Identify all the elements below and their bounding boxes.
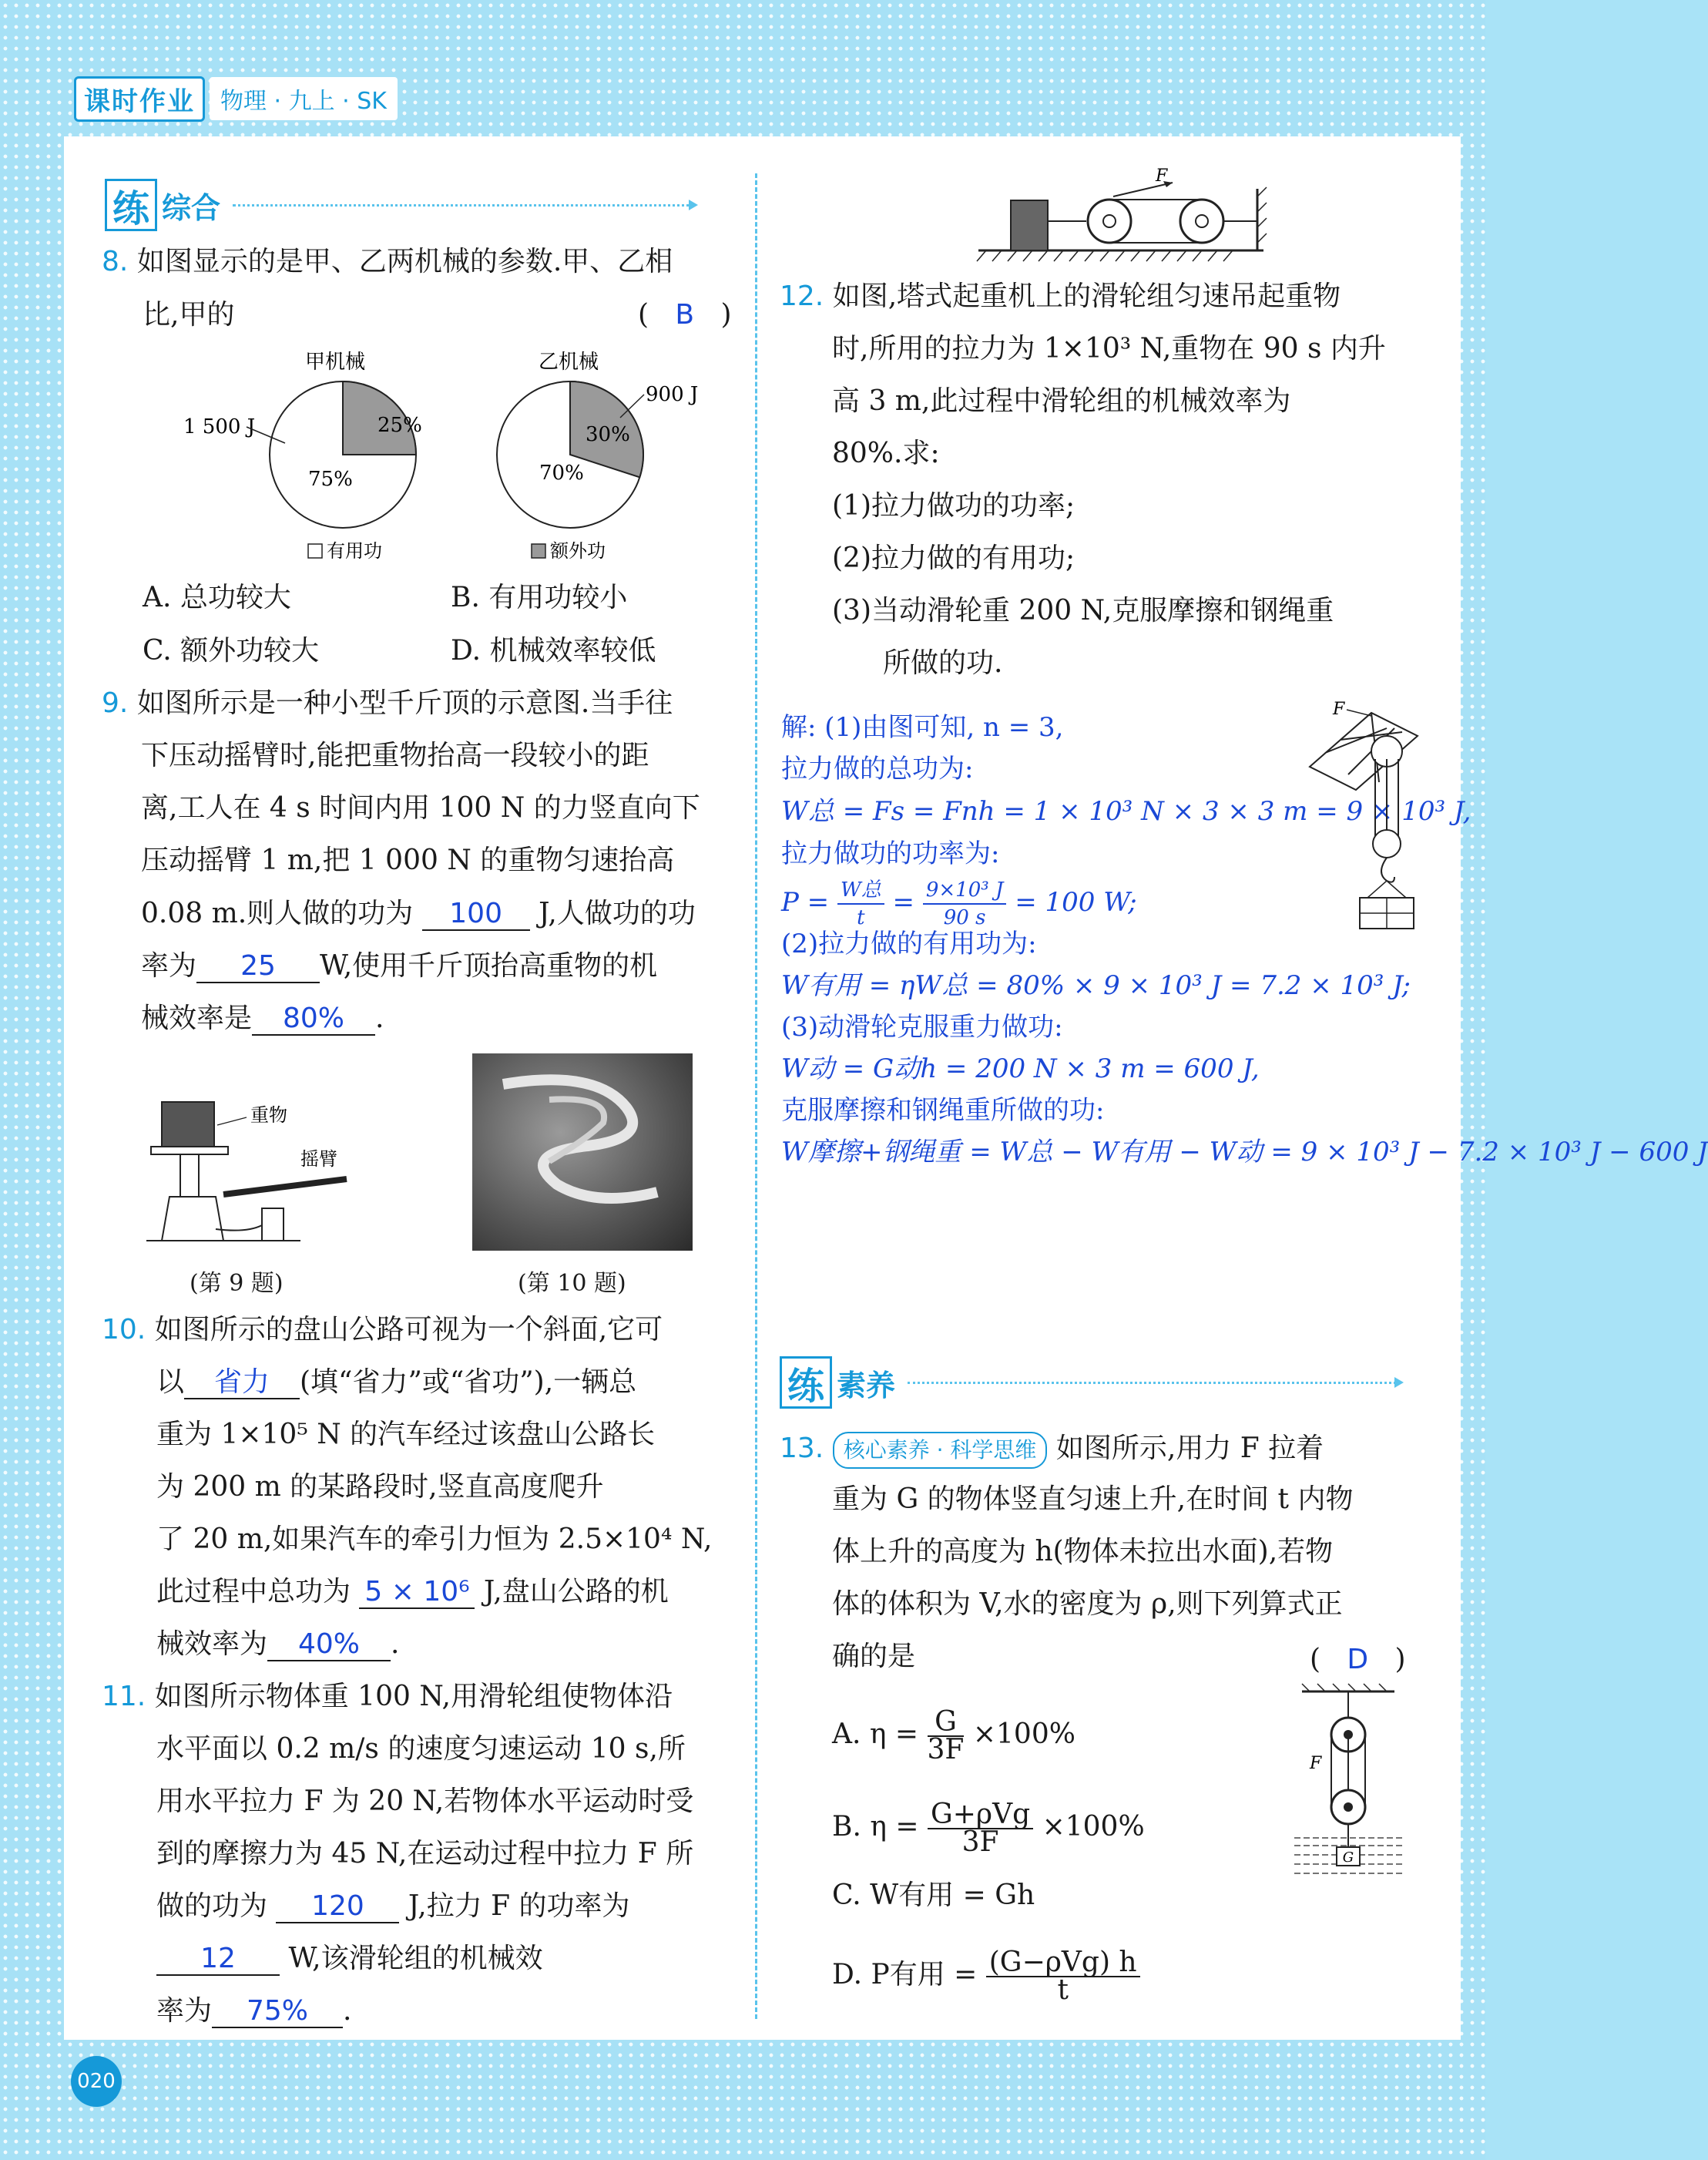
q8-line1	[102, 247, 673, 277]
q11-line3: 用水平拉力 F 为 20 N,若物体水平运动时受	[156, 1785, 694, 1817]
q10-figure-caption: (第 10 题)	[518, 1270, 626, 1297]
q11-line6: 12 W,该滑轮组的机械效	[156, 1943, 543, 1976]
q9-line2: 下压动摇臂时,能把重物抬高一段较小的距	[141, 740, 649, 771]
q13-option-d: D. P有用 = $\frac{\text{(G−ρVg) h}}{t}$	[832, 1950, 1140, 2004]
q13-line1: 13. 核心素养 · 科学思维 如图所示,用力 F 拉着	[780, 1432, 1324, 1469]
jack-tube	[216, 1225, 262, 1231]
legend-extra-swatch	[532, 544, 545, 558]
q9-line5: 0.08 m.则人做的功为 100 J,人做功的功	[141, 898, 696, 929]
q8-option-d: D. 机械效率较低	[451, 635, 656, 667]
q10-line2: 以 省力 (填“省力”或“省功”),一辆总	[156, 1366, 637, 1398]
q12-force-label: F	[1333, 700, 1345, 719]
q13-option-b: B. η = $\frac{\text{G+ρVg}}{3F}$ ×100%	[832, 1799, 1145, 1858]
q10-line7: 械效率为 40% .	[156, 1628, 400, 1660]
q11-blank-power: 12	[156, 1943, 280, 1976]
q9-blank-power: 25	[196, 951, 320, 983]
pie-yi-label-useful: 70%	[539, 462, 584, 485]
q13-optA-frac: $\frac{G}{3F}$	[927, 1706, 965, 1765]
q10-line4: 为 200 m 的某路段时,竖直高度爬升	[156, 1471, 604, 1503]
q9-blank-efficiency: 80%	[252, 1003, 375, 1036]
pie-jia-title: 甲机械	[304, 351, 366, 374]
sol12-line11: W摩擦+钢绳重 = W总 − W有用 − W动 = 9 × 10³ J − 7.2 × 10³ J − 600 J	[781, 1137, 1708, 1167]
q13-tag-badge: 核心素养 · 科学思维	[833, 1432, 1048, 1469]
q13-number: 13.	[780, 1433, 824, 1464]
legend-extra-label: 额外功	[550, 540, 606, 562]
q12-number: 12.	[780, 280, 824, 312]
sol12-frac1: $\frac{\text{W总}}{t}$	[837, 877, 884, 931]
jack-heavy-object	[162, 1102, 214, 1147]
q9-jack-figure	[146, 1094, 393, 1248]
section-arrow-line	[908, 1382, 1401, 1384]
q12-part3a: (3)当动滑轮重 200 N,克服摩擦和钢绳重	[832, 595, 1334, 627]
sol12-frac2: $\frac{\text{9×10³ J}}{90 s}$	[923, 877, 1007, 931]
sol12-line7: W有用 = ηW总 = 80% × 9 × 10³ J = 7.2 × 10³ J;	[781, 970, 1411, 1001]
q12-part2: (2)拉力做的有用功;	[832, 543, 1075, 574]
q11-number: 11.	[102, 1681, 146, 1712]
q13-pulley-water-figure	[1287, 1684, 1410, 1884]
jack-body	[162, 1197, 223, 1241]
q12-line3: 高 3 m,此过程中滑轮组的机械效率为	[832, 385, 1291, 417]
q9-number: 9.	[102, 687, 129, 719]
q8-option-c: C. 额外功较大	[143, 635, 320, 667]
column-divider	[755, 173, 757, 2019]
q11-line4: 到的摩擦力为 45 N,在运动过程中拉力 F 所	[156, 1838, 694, 1869]
jack-top-plate	[151, 1147, 228, 1154]
sol12-line10: 克服摩擦和钢绳重所做的功:	[781, 1095, 1105, 1126]
q13-optB-frac: $\frac{\text{G+ρVg}}{3F}$	[928, 1802, 1033, 1856]
winding-road-icon	[472, 1053, 693, 1251]
q8-answer: B	[675, 299, 695, 331]
jack-arm	[223, 1179, 347, 1194]
q13-line5: 确的是	[832, 1641, 916, 1672]
pie-yi-label-extra: 30%	[586, 423, 630, 446]
q11-line2: 水平面以 0.2 m/s 的速度匀速运动 10 s,所	[156, 1733, 686, 1765]
q12-part3b: 所做的功.	[883, 647, 1003, 679]
q8-pie-charts	[169, 347, 709, 578]
q13-answer-paren: ( D )	[1310, 1644, 1406, 1675]
q10-blank-type: 省力	[184, 1367, 300, 1399]
q10-line5: 了 20 m,如果汽车的牵引力恒为 2.5×10⁴ N,	[156, 1523, 713, 1555]
q8-option-b: B. 有用功较小	[451, 582, 628, 613]
q8-number: 8.	[102, 246, 129, 277]
sol12-line1: 解: (1)由图可知, n = 3,	[781, 712, 1064, 743]
q13-line2: 重为 G 的物体竖直匀速上升,在时间 t 内物	[832, 1483, 1354, 1515]
q12-crane-figure	[1302, 697, 1441, 936]
q8-line2: 比,甲的	[143, 299, 235, 331]
q13-optD-frac: $\frac{\text{(G−ρVg) h}}{t}$	[986, 1950, 1140, 2004]
page-header	[74, 77, 398, 120]
q10-line6: 此过程中总功为 5 × 10⁶ J,盘山公路的机	[156, 1576, 669, 1607]
q9-line4: 压动摇臂 1 m,把 1 000 N 的重物匀速抬高	[141, 845, 675, 876]
q9-line3: 离,工人在 4 s 时间内用 100 N 的力竖直向下	[141, 792, 700, 824]
practice-badge-icon: 练	[105, 179, 157, 231]
jack-arm-label: 摇臂	[300, 1148, 337, 1170]
q11-line5: 做的功为 120 J,拉力 F 的功率为	[156, 1890, 630, 1922]
q11-force-label: F	[1156, 166, 1168, 186]
q9-line7: 械效率是 80% .	[141, 1003, 384, 1034]
q9-line6: 率为 25 W,使用千斤顶抬高重物的机	[141, 950, 658, 982]
section-heading-literacy	[780, 1356, 1401, 1409]
q12-line4: 80%.求:	[832, 438, 940, 469]
pie-jia-annotation: 1 500 J	[183, 415, 256, 438]
q10-number: 10.	[102, 1314, 146, 1345]
q13-option-c: C. W有用 = Gh	[832, 1880, 1035, 1911]
sol12-line5: P = $\frac{\text{W总}}{t}$ = $\frac{\text{9×10³ J}}{90 s}$ = 100 W;	[781, 878, 1137, 929]
q11-blank-efficiency: 75%	[212, 1996, 343, 2028]
q13-answer: D	[1347, 1644, 1369, 1675]
sol12-line6: (2)拉力做的有用功为:	[781, 929, 1037, 959]
section-title: 综合	[162, 190, 221, 225]
practice-badge-icon: 练	[780, 1356, 832, 1409]
legend-useful-swatch	[308, 544, 322, 558]
sol12-line3: W总 = Fs = Fnh = 1 × 10³ N × 3 × 3 m = 9 × 10³ J,	[781, 796, 1471, 827]
q11-blank-work: 120	[276, 1891, 399, 1923]
sol12-line8: (3)动滑轮克服重力做功:	[781, 1012, 1063, 1043]
q11-line7: 率为 75% .	[156, 1995, 352, 2027]
subject-label: 物理 · 九上 · SK	[210, 77, 398, 120]
page-number: 020	[71, 2056, 122, 2107]
crane-movable-pulley	[1373, 830, 1401, 858]
sol12-line4: 拉力做功的功率为:	[781, 838, 1000, 869]
q11-line1: 11. 如图所示物体重 100 N,用滑轮组使物体沿	[102, 1681, 673, 1712]
jack-heavy-label: 重物	[250, 1104, 287, 1126]
section-title: 素养	[837, 1368, 896, 1402]
q13-force-label: F	[1310, 1754, 1322, 1773]
q13-option-a: A. η = $\frac{G}{3F}$ ×100%	[832, 1706, 1075, 1765]
q13-line3: 体上升的高度为 h(物体未拉出水面),若物	[832, 1536, 1334, 1567]
q12-part1: (1)拉力做功的功率;	[832, 490, 1075, 522]
section-heading-comprehensive	[105, 179, 695, 231]
q10-mountain-road-photo	[472, 1053, 693, 1251]
q12-line1: 12. 如图,塔式起重机上的滑轮组匀速吊起重物	[780, 280, 1341, 312]
q10-line1: 10. 如图所示的盘山公路可视为一个斜面,它可	[102, 1314, 663, 1345]
pie-yi-title: 乙机械	[538, 351, 599, 374]
pie-yi-annotation: 900 J	[646, 383, 699, 406]
q8-text1: 如图显示的是甲、乙两机械的参数.甲、乙相	[136, 246, 673, 277]
q11-block	[1011, 200, 1048, 250]
legend-useful-label: 有用功	[327, 540, 382, 562]
q12-line2: 时,所用的拉力为 1×10³ N,重物在 90 s 内升	[832, 333, 1386, 364]
q10-blank-total-work: 5 × 10⁶	[359, 1577, 475, 1609]
q9-line1: 9. 如图所示是一种小型千斤顶的示意图.当手往	[102, 687, 673, 719]
q9-figure-caption: (第 9 题)	[190, 1270, 284, 1297]
q10-line3: 重为 1×10⁵ N 的汽车经过该盘山公路长	[156, 1419, 656, 1450]
q10-blank-efficiency: 40%	[267, 1629, 391, 1661]
series-logo: 课时作业	[74, 76, 205, 122]
jack-piston	[180, 1154, 199, 1197]
q11-pulley-figure	[971, 166, 1279, 262]
q8-option-a: A. 总功较大	[143, 582, 291, 613]
sol12-line2: 拉力做的总功为:	[781, 754, 974, 784]
q13-line4: 体的体积为 V,水的密度为 ρ,则下列算式正	[832, 1588, 1343, 1620]
pie-jia-label-useful: 75%	[308, 468, 353, 491]
jack-small-cylinder	[262, 1208, 284, 1241]
sol12-line9: W动 = G动h = 200 N × 3 m = 600 J,	[781, 1053, 1260, 1084]
q8-answer-paren: ( B )	[638, 299, 732, 331]
section-arrow-line	[233, 204, 695, 207]
pie-jia-label-extra: 25%	[378, 414, 422, 437]
q13-object-label: G	[1342, 1849, 1354, 1866]
q9-blank-work: 100	[422, 899, 530, 931]
